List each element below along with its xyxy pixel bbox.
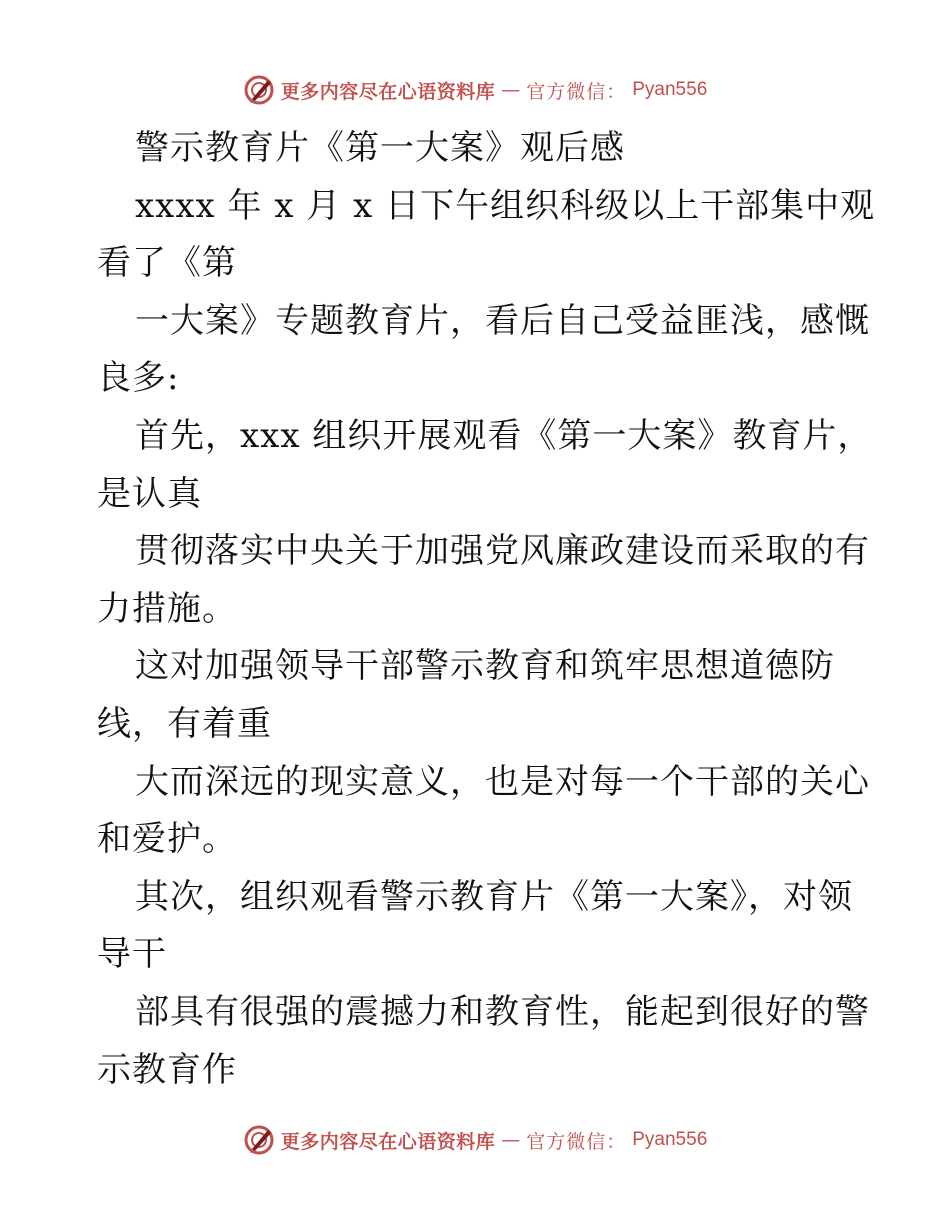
pen-logo-icon bbox=[243, 1124, 275, 1156]
document-body bbox=[97, 120, 876, 1099]
pen-logo-icon bbox=[243, 74, 275, 106]
document-title: 警示教育片《第一大案》观后感 bbox=[135, 128, 625, 168]
text-line: 良多: bbox=[97, 358, 180, 399]
banner-promo-text: 更多内容尽在心语资料库 bbox=[280, 80, 496, 103]
text-line: 贯彻落实中央关于加强党风廉政建设而采取的有 bbox=[135, 531, 870, 572]
banner-wechat-label: 官方微信： bbox=[526, 80, 627, 103]
banner-wechat-label: 官方微信： bbox=[526, 1130, 627, 1153]
text-line: 和爱护。 bbox=[97, 819, 237, 860]
text-line: 大而深远的现实意义，也是对每一个干部的关心 bbox=[135, 761, 870, 802]
text-line: 看了《第 bbox=[97, 243, 237, 284]
text-line: 这对加强领导干部警示教育和筑牢思想道德防 bbox=[135, 646, 835, 687]
text-line: 力措施。 bbox=[97, 588, 237, 629]
banner-wechat-id: Pyan556 bbox=[632, 1129, 708, 1150]
text-line: 其次，组织观看警示教育片《第一大案》，对领 bbox=[135, 876, 853, 917]
text-line: 首先，xxx 组织开展观看《第一大案》教育片， bbox=[135, 415, 873, 456]
text-line: xxxx 年 x 月 x 日下午组织科级以上干部集中观 bbox=[135, 185, 876, 226]
banner-separator: — bbox=[501, 1129, 521, 1151]
text-line: 是认真 bbox=[97, 473, 202, 514]
banner-wechat-id: Pyan556 bbox=[632, 79, 708, 100]
text-line: 示教育作 bbox=[97, 1049, 237, 1090]
banner-separator: — bbox=[501, 79, 521, 101]
text-line: 部具有很强的震撼力和教育性，能起到很好的警 bbox=[135, 991, 870, 1032]
text-line: 线，有着重 bbox=[97, 703, 272, 744]
text-line: 导干 bbox=[97, 934, 167, 975]
footer-watermark-banner bbox=[0, 1120, 950, 1160]
header-watermark-banner bbox=[0, 70, 950, 110]
text-line: 一大案》专题教育片，看后自己受益匪浅，感慨 bbox=[135, 300, 870, 341]
banner-promo-text: 更多内容尽在心语资料库 bbox=[280, 1130, 496, 1153]
